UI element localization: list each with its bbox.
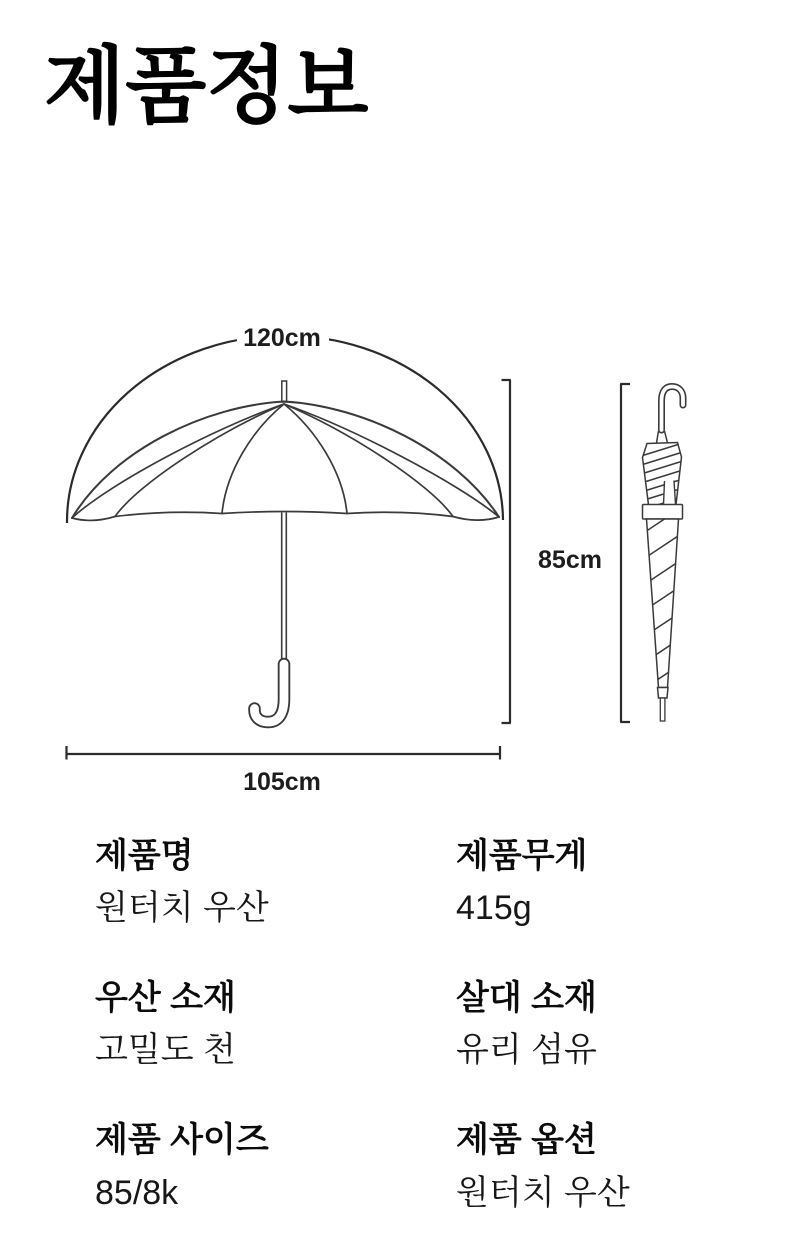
umbrella-finial — [282, 381, 287, 402]
umbrella-shaft — [282, 513, 287, 659]
spec-rib-material — [456, 978, 790, 1070]
spec-value: 고밀도 천 — [95, 1031, 236, 1070]
canopy-rib — [115, 404, 284, 517]
canopy-inner-edge-right — [284, 404, 499, 517]
spec-value: 유리 섬유 — [456, 1031, 597, 1070]
base-width-dimension-bracket — [67, 746, 501, 760]
spec-value: 85/8k — [95, 1173, 179, 1212]
side-lower-body — [647, 519, 679, 688]
side-strap-band — [643, 505, 683, 520]
umbrella-side-view-drawing — [641, 387, 683, 722]
dimension-arc — [67, 336, 503, 523]
canopy-inner-edge-left — [72, 404, 284, 518]
umbrella-dimensions-diagram — [0, 280, 790, 810]
canopy-rib — [284, 404, 347, 514]
side-upper-body — [643, 443, 682, 506]
spec-product-size — [95, 1120, 435, 1212]
page-title: 제품정보 — [44, 39, 369, 133]
height-dimension-bracket — [502, 380, 511, 723]
spec-label: 제품명 — [95, 837, 194, 875]
spec-product-option — [456, 1120, 790, 1212]
spec-column-right — [456, 836, 790, 1257]
spec-value: 415g — [456, 889, 532, 928]
spec-product-name — [95, 836, 435, 928]
side-view-dimension-bracket — [620, 384, 630, 722]
arc-width-label: 120cm — [243, 324, 321, 352]
spec-label: 제품 사이즈 — [95, 1121, 269, 1160]
spec-value: 원터치 우산 — [95, 889, 269, 928]
base-width-label: 105cm — [243, 768, 321, 796]
spec-column-left — [95, 836, 435, 1257]
arc-width-dimension — [67, 336, 503, 523]
canopy-rib — [222, 404, 284, 514]
spec-value: 원터치 우산 — [456, 1173, 630, 1212]
side-ferrule — [660, 698, 665, 721]
spec-label: 살대 소재 — [456, 979, 597, 1018]
spec-label: 제품 옵션 — [456, 1121, 597, 1160]
height-label: 85cm — [538, 546, 602, 574]
side-collar — [658, 688, 669, 699]
spec-label: 우산 소재 — [95, 979, 236, 1018]
umbrella-front-view-drawing — [72, 381, 499, 722]
spec-canopy-material — [95, 978, 435, 1070]
canopy-rib — [284, 404, 453, 517]
spec-label: 제품무게 — [456, 837, 588, 875]
spec-product-weight — [456, 836, 790, 928]
